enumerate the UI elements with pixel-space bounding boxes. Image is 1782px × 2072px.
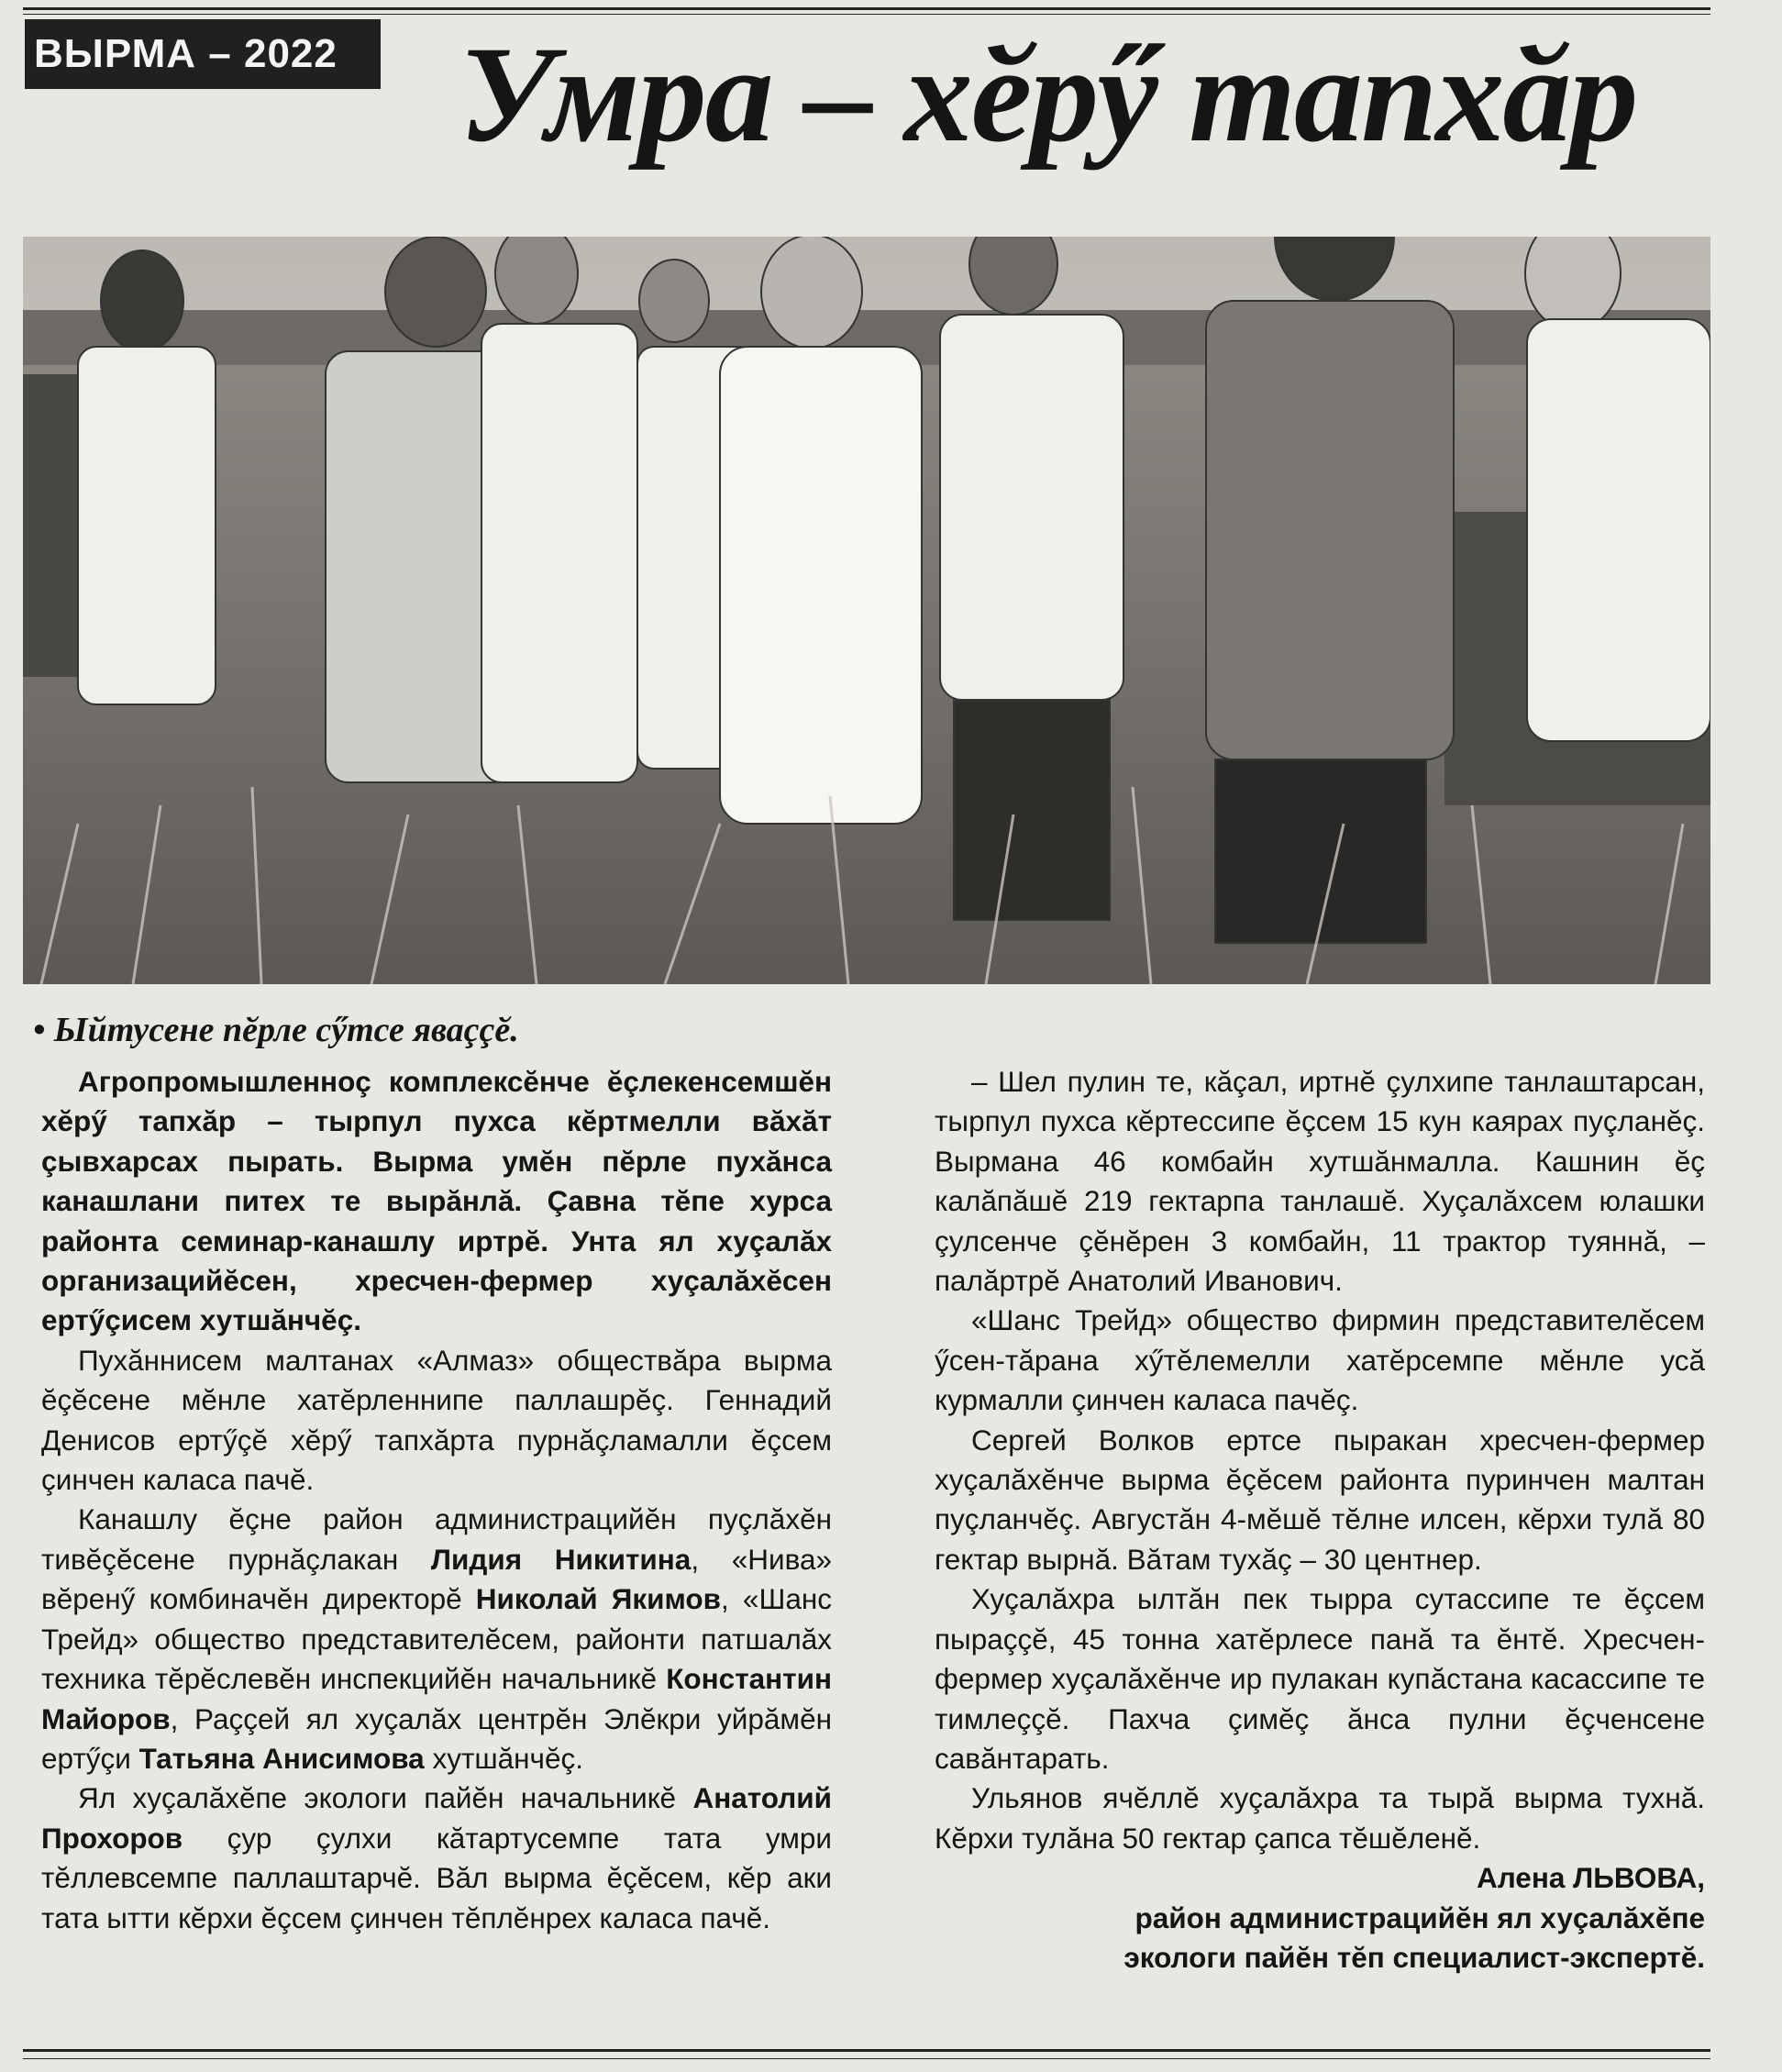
paragraph: Канашлу ӗçне район администрацийӗн пуçлӑхӗн тивӗçӗсене пурнӑçлакан Лидия Никитина, «Нива» вӗренӳ комбиначӗн директорӗ Николай Якимов, «Шанс Трейд» общество представителӗсем, районти патшалӑх техника тӗрӗслевӗн инспекцийӗн начальникӗ Константин Майоров, Раççей ял хуçалӑх центрӗн Элӗкри уйрӑмӗн ертӳçи Татьяна Анисимова хутшӑнчӗç.	[41, 1502, 832, 1775]
field-photo-icon	[23, 237, 1710, 984]
person-name: Константин Майоров	[41, 1662, 832, 1735]
author-role: район администрацийӗн ял хуçалӑхӗпе	[1135, 1900, 1705, 1934]
article-column-left	[41, 1062, 832, 1938]
paragraph: Ял хуçалӑхӗпе экологи пайӗн начальникӗ Анатолий Прохоров çур çулхи кӑтартусемпе тата умри тӗллевсемпе паллаштарчӗ. Вӑл вырма ӗçӗсем, кӗр аки тата ытти кӗрхи ӗçсем çинчен тӗплӗнрех каласа пачӗ.	[41, 1781, 832, 1934]
article-headline: Умра – хӗрӳ тапхӑр	[459, 18, 1637, 171]
paragraph: – Шел пулин те, кӑçал, иртнӗ çулхипе танлаштарсан, тырпул пухса кӗртессипе ӗçсем 15 кун каярах пуçланӗç. Вырмана 46 комбайн хутшӑнмалла. Кашнин ӗç калӑпӑшӗ 219 гектарпа танлашӗ. Хуçалӑхсем юлашки çулсенче çӗнӗрен 3 комбайн, 11 трактор туяннӑ, – палӑртрӗ Анатолий Иванович.	[935, 1065, 1705, 1298]
top-rule-thin	[23, 14, 1710, 15]
paragraph: Сергей Волков ертсе пыракан хресчен-фермер хуçалӑхӗнче вырма ӗçӗсем районта пуринчен малтан пуçланчӗç. Августӑн 4-мӗшӗ тӗлне илсен, кӗрхи тулӑ 80 гектар вырнӑ. Вӑтам тухӑç – 30 центнер.	[935, 1423, 1705, 1576]
person-name: Лидия Никитина	[430, 1542, 692, 1576]
article-lead: Агропромышленноç комплексӗнче ӗçлекенсемшӗн хӗрӳ тапхӑр – тырпул пухса кӗртмелли вӑхӑт çывхарсах пырать. Вырма умӗн пӗрле пухӑнса канашлани питех те вырӑнлӑ. Çавна тӗпе хурса районта семинар-канашлу иртрӗ. Унта ял хуçалӑх организацийӗсен, хресчен-фермер хуçалӑхӗсен ертӳçисем хутшӑнчӗç.	[41, 1065, 832, 1337]
top-rule	[23, 7, 1710, 10]
section-rubric: ВЫРМА – 2022	[25, 19, 381, 89]
author-role: экологи пайӗн тӗп специалист-экспертӗ.	[1123, 1940, 1705, 1974]
photo-caption: • Ыйтусене пӗрле сӳтсе яваççӗ.	[33, 1011, 519, 1049]
paragraph: «Шанс Трейд» общество фирмин представителӗсем ӳсен-тӑрана хӳтӗлемелли хатӗрсемпе мӗнле усӑ курмалли çинчен каласа пачӗç.	[935, 1303, 1705, 1417]
paragraph: Пухӑннисем малтанах «Алмаз» обществӑра вырма ӗçӗсене мӗнле хатӗрленнипе паллашрӗç. Геннадий Денисов ертӳçӗ хӗрӳ тапхӑрта пурнӑçламалли ӗçсем çинчен каласа пачӗ.	[41, 1343, 832, 1497]
author-name: Алена ЛЬВОВА,	[1476, 1861, 1705, 1895]
article-photo	[23, 237, 1710, 984]
article-column-right	[935, 1062, 1705, 1978]
person-name: Анатолий Прохоров	[41, 1781, 832, 1855]
paragraph: Ульянов ячӗллӗ хуçалӑхра та тырӑ вырма тухнӑ. Кӗрхи тулӑна 50 гектар çапса тӗшӗленӗ.	[935, 1781, 1705, 1855]
bottom-rule-thin	[23, 2058, 1710, 2059]
person-name: Татьяна Анисимова	[138, 1741, 425, 1775]
person-name: Николай Якимов	[475, 1582, 722, 1616]
paragraph: Хуçалӑхра ылтӑн пек тырра сутассипе те ӗçсем пыраççӗ, 45 тонна хатӗрлесе панӑ та ӗнтӗ. Хресчен-фермер хуçалӑхӗнче ир пулакан купӑстана касассипе те тимлеççӗ. Пахча çимӗç ӑнса пулни ӗçченсене савӑнтарать.	[935, 1582, 1705, 1775]
bottom-rule	[23, 2049, 1710, 2052]
